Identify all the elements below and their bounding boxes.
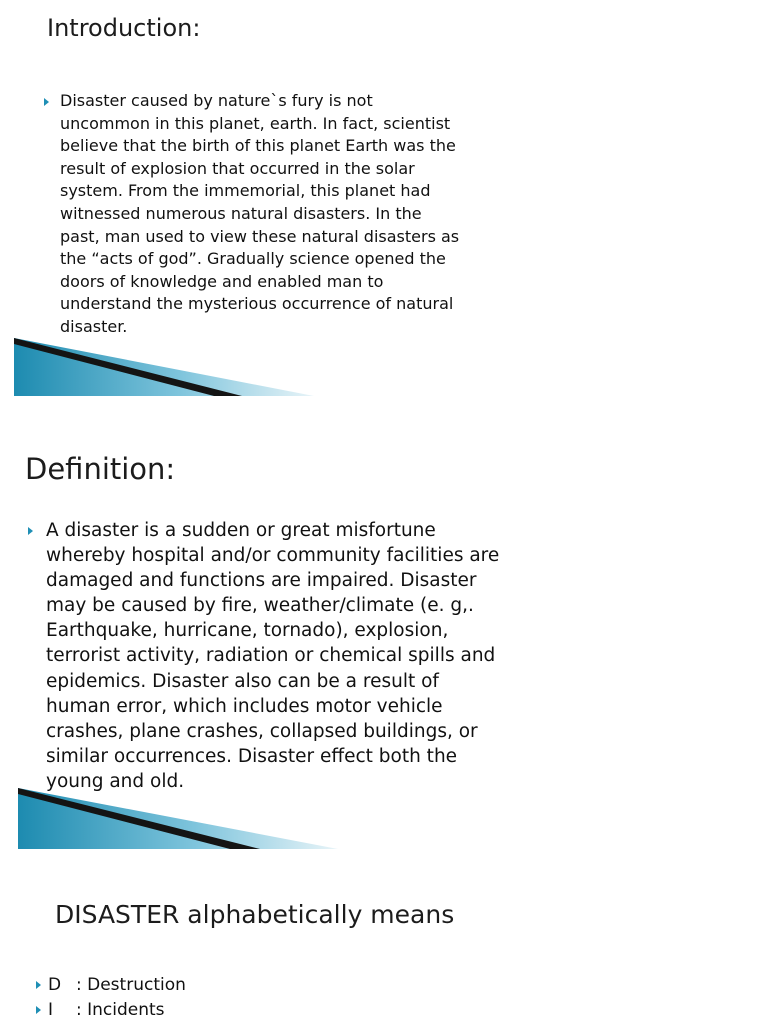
- triangle-bullet-icon: [44, 98, 49, 106]
- triangle-bullet-icon: [28, 527, 33, 535]
- slide-disaster-acronym: [0, 880, 768, 1024]
- triangle-bullet-icon: [36, 1006, 41, 1014]
- paragraph-text: A disaster is a sudden or great misfortune whereby hospital and/or community facilities are damaged and functions are impaired. Disaster may be caused by fire, weather/climate (e. g,. Earthquake, hurricane, tornado), explosion, terrorist activity, radiation or chemical spills and epidemics. Disaster also can be a result of human error, which includes motor vehicle crashes, plane crashes, collapsed buildings, or similar occurrences. Disaster effect both the young and old.: [46, 520, 500, 792]
- triangle-bullet-icon: [36, 981, 41, 989]
- bullet-item: [44, 90, 514, 339]
- decorative-wedge-icon: [18, 788, 338, 850]
- decorative-wedge-icon: [14, 338, 314, 398]
- paragraph-text: Disaster caused by nature`s fury is not uncommon in this planet, earth. In fact, scientist believe that the birth of this planet Earth was the result of explosion that occurred in the solar system. From the immemorial, this planet had witnessed numerous natural disasters. In the past, man used to view these natural disasters as the “acts of god”. Gradually science opened the doors of knowledge and enabled man to understand the mysterious occurrence of natural disaster.: [60, 91, 460, 336]
- bullet-item: [28, 518, 568, 794]
- slide-title: Definition:: [25, 452, 176, 486]
- slide-introduction: [0, 0, 768, 400]
- slide-title: DISASTER alphabetically means: [55, 900, 455, 929]
- acronym-meaning: : Incidents: [76, 1000, 165, 1020]
- slide-title: Introduction:: [47, 14, 201, 42]
- acronym-letter: D: [48, 975, 62, 995]
- acronym-letter: I: [48, 1000, 54, 1020]
- bullet-paragraph: [44, 90, 514, 339]
- slide-definition: [0, 420, 768, 860]
- bullet-paragraph: [28, 518, 568, 794]
- acronym-meaning: : Destruction: [76, 975, 186, 995]
